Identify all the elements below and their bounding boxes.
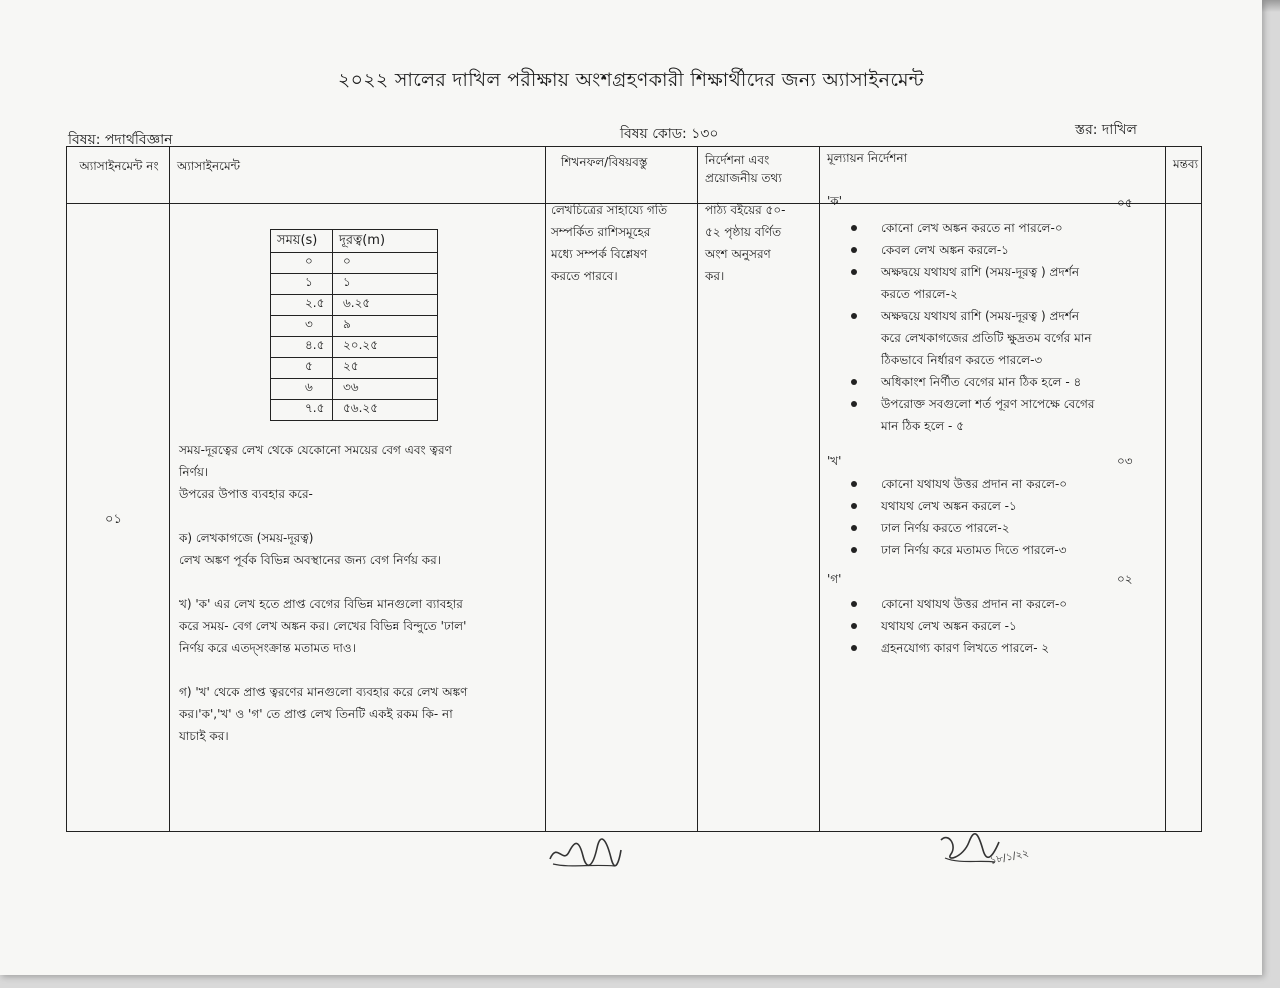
evaluation-item: কোনো যথাযথ উত্তর প্রদান না করলে-০ bbox=[851, 473, 1161, 495]
header-remarks: মন্তব্য bbox=[1173, 157, 1199, 171]
evaluation-list-ka bbox=[851, 217, 1161, 437]
evaluation-item: কোনো যথাযথ উত্তর প্রদান না করলে-০ bbox=[851, 593, 1161, 615]
learning-outcome-line: করতে পারবে। bbox=[551, 269, 618, 283]
assignment-line: যাচাই কর। bbox=[179, 729, 229, 743]
signature-left bbox=[545, 834, 625, 874]
assignment-text bbox=[179, 439, 539, 747]
assignment-line: নির্ণয় করে এতদ্সংক্রান্ত মতামত দাও। bbox=[179, 641, 357, 655]
evaluation-item: কেবল লেখ অঙ্কন করলে-১ bbox=[851, 239, 1161, 261]
table-row bbox=[271, 295, 438, 316]
time-cell: ৩ bbox=[271, 316, 333, 337]
evaluation-item: অক্ষদ্বয়ে যথাযথ রাশি (সময়-দূরত্ব ) প্রদর্শন bbox=[851, 305, 1161, 327]
assignment-line: উপরের উপাত্ত ব্যবহার করে- bbox=[179, 487, 313, 501]
column-divider bbox=[169, 147, 170, 831]
instruction-text bbox=[705, 199, 815, 287]
assignment-line: গ) 'খ' থেকে প্রাপ্ত ত্বরণের মানগুলো ব্যবহার করে লেখ অঙ্কণ bbox=[179, 685, 468, 699]
evaluation-item: অক্ষদ্বয়ে যথাযথ রাশি (সময়-দূরত্ব ) প্রদর্শন bbox=[851, 261, 1161, 283]
header-learning-outcome: শিখনফল/বিষয়বস্তু bbox=[561, 155, 648, 169]
learning-outcome-line: সম্পর্কিত রাশিসমূহের bbox=[551, 225, 651, 239]
learning-outcome-text bbox=[551, 199, 693, 287]
evaluation-item: ঢাল নির্ণয় করে মতামত দিতে পারলে-৩ bbox=[851, 539, 1161, 561]
distance-cell: ২০.২৫ bbox=[333, 337, 438, 358]
header-assignment-no: অ্যাসাইনমেন্ট নং bbox=[79, 159, 159, 173]
section-marks-ka: ০৫ bbox=[1117, 196, 1133, 210]
assignment-line: কর।'ক','খ' ও 'গ' তে প্রাপ্ত লেখ তিনটি একই রকম কি- না bbox=[179, 707, 453, 721]
instruction-line: ৫২ পৃষ্ঠায় বর্ণিত bbox=[705, 225, 782, 239]
assignment-line bbox=[179, 505, 539, 527]
distance-cell: ৫৬.২৫ bbox=[333, 400, 438, 421]
time-cell: ৭.৫ bbox=[271, 400, 333, 421]
time-distance-table bbox=[270, 229, 438, 421]
instruction-line: অংশ অনুসরণ bbox=[705, 247, 771, 261]
assignment-line: করে সময়- বেগ লেখ অঙ্কন কর। লেখের বিভিন্ন বিন্দুতে 'ঢাল' bbox=[179, 619, 467, 633]
evaluation-item: কোনো লেখ অঙ্কন করতে না পারলে-০ bbox=[851, 217, 1161, 239]
table-row bbox=[271, 316, 438, 337]
table-row bbox=[271, 253, 438, 274]
evaluation-item: ঢাল নির্ণয় করতে পারলে-২ bbox=[851, 517, 1161, 539]
assignment-line: নির্ণয়। bbox=[179, 465, 209, 479]
distance-cell: ৬.২৫ bbox=[333, 295, 438, 316]
time-cell: ৬ bbox=[271, 379, 333, 400]
assignment-line: ক) লেখকাগজে (সময়-দূরত্ব) bbox=[179, 531, 314, 545]
evaluation-item: ঠিকভাবে নির্ধারণ করতে পারলে-৩ bbox=[881, 353, 1043, 367]
table-row bbox=[271, 358, 438, 379]
time-cell: ১ bbox=[271, 274, 333, 295]
section-marks-ga: ০২ bbox=[1117, 572, 1133, 586]
learning-outcome-line: মধ্যে সম্পর্ক বিশ্লেষণ bbox=[551, 247, 648, 261]
header-assignment: অ্যাসাইনমেন্ট bbox=[177, 159, 241, 173]
evaluation-item: করতে পারলে-২ bbox=[881, 287, 958, 301]
assignment-number: ০১ bbox=[105, 512, 122, 527]
distance-cell: ৯ bbox=[333, 316, 438, 337]
distance-cell: ০ bbox=[333, 253, 438, 274]
assignment-line: লেখ অঙ্কণ পূর্বক বিভিন্ন অবস্থানের জন্য বেগ নির্ণয় কর। bbox=[179, 553, 441, 567]
section-label-ka: 'ক' bbox=[827, 194, 842, 208]
learning-outcome-line: লেখচিত্রের সাহায্যে গতি bbox=[551, 203, 668, 217]
level-label: স্তর: দাখিল bbox=[1075, 122, 1137, 138]
time-cell: ৫ bbox=[271, 358, 333, 379]
evaluation-item: যথাযথ লেখ অঙ্কন করলে -১ bbox=[851, 615, 1161, 637]
distance-cell: ৩৬ bbox=[333, 379, 438, 400]
distance-cell: ১ bbox=[333, 274, 438, 295]
instruction-line: পাঠ্য বইয়ের ৫০- bbox=[705, 203, 786, 217]
evaluation-item: মান ঠিক হলে - ৫ bbox=[881, 419, 964, 433]
subject-label: বিষয়: পদার্থবিজ্ঞান bbox=[68, 132, 173, 148]
evaluation-item: যথাযথ লেখ অঙ্কন করলে -১ bbox=[851, 495, 1161, 517]
column-divider bbox=[545, 147, 546, 831]
column-divider bbox=[697, 147, 698, 831]
section-label-kha: 'খ' bbox=[827, 454, 842, 468]
assignment-line: সময়-দূরত্বের লেখ থেকে যেকোনো সময়ের বেগ এবং ত্বরণ bbox=[179, 443, 452, 457]
evaluation-item: গ্রহনযোগ্য কারণ লিখতে পারলে- ২ bbox=[851, 637, 1161, 659]
section-marks-kha: ০৩ bbox=[1117, 454, 1133, 468]
column-divider bbox=[819, 147, 820, 831]
instruction-line: কর। bbox=[705, 269, 725, 283]
page-title: ২০২২ সালের দাখিল পরীক্ষায় অংশগ্রহণকারী শিক্ষার্থীদের জন্য অ্যাসাইনমেন্ট bbox=[337, 69, 925, 91]
table-row bbox=[271, 274, 438, 295]
column-header-distance: দূরত্ব(m) bbox=[333, 230, 438, 253]
assignment-line bbox=[179, 659, 539, 681]
assignment-line bbox=[179, 571, 539, 593]
table-row bbox=[271, 400, 438, 421]
evaluation-list-kha bbox=[851, 473, 1161, 561]
assignment-line: খ) 'ক' এর লেখ হতে প্রাপ্ত বেগের বিভিন্ন মানগুলো ব্যাবহার bbox=[179, 597, 463, 611]
evaluation-list-ga bbox=[851, 593, 1161, 659]
time-cell: ০ bbox=[271, 253, 333, 274]
column-divider bbox=[1165, 147, 1166, 831]
assignment-table bbox=[66, 146, 1202, 832]
evaluation-item: অধিকাংশ নির্ণীত বেগের মান ঠিক হলে - ৪ bbox=[851, 371, 1161, 393]
table-row bbox=[271, 379, 438, 400]
evaluation-item: করে লেখকাগজের প্রতিটি ক্ষুদ্রতম বর্গের মান bbox=[881, 331, 1092, 345]
subject-code-label: বিষয় কোড: ১৩০ bbox=[620, 126, 719, 142]
signature-date: ১৮/১/২২ bbox=[989, 848, 1030, 867]
distance-cell: ২৫ bbox=[333, 358, 438, 379]
header-evaluation: মূল্যায়ন নির্দেশনা bbox=[827, 151, 908, 165]
header-instructions: নির্দেশনা এবং প্রয়োজনীয় তথ্য bbox=[705, 153, 782, 185]
table-row bbox=[271, 337, 438, 358]
section-label-ga: 'গ' bbox=[827, 572, 842, 586]
time-cell: ২.৫ bbox=[271, 295, 333, 316]
column-header-time: সময়(s) bbox=[271, 230, 333, 253]
evaluation-item: উপরোক্ত সবগুলো শর্ত পূরণ সাপেক্ষে বেগের bbox=[851, 393, 1161, 415]
time-cell: ৪.৫ bbox=[271, 337, 333, 358]
